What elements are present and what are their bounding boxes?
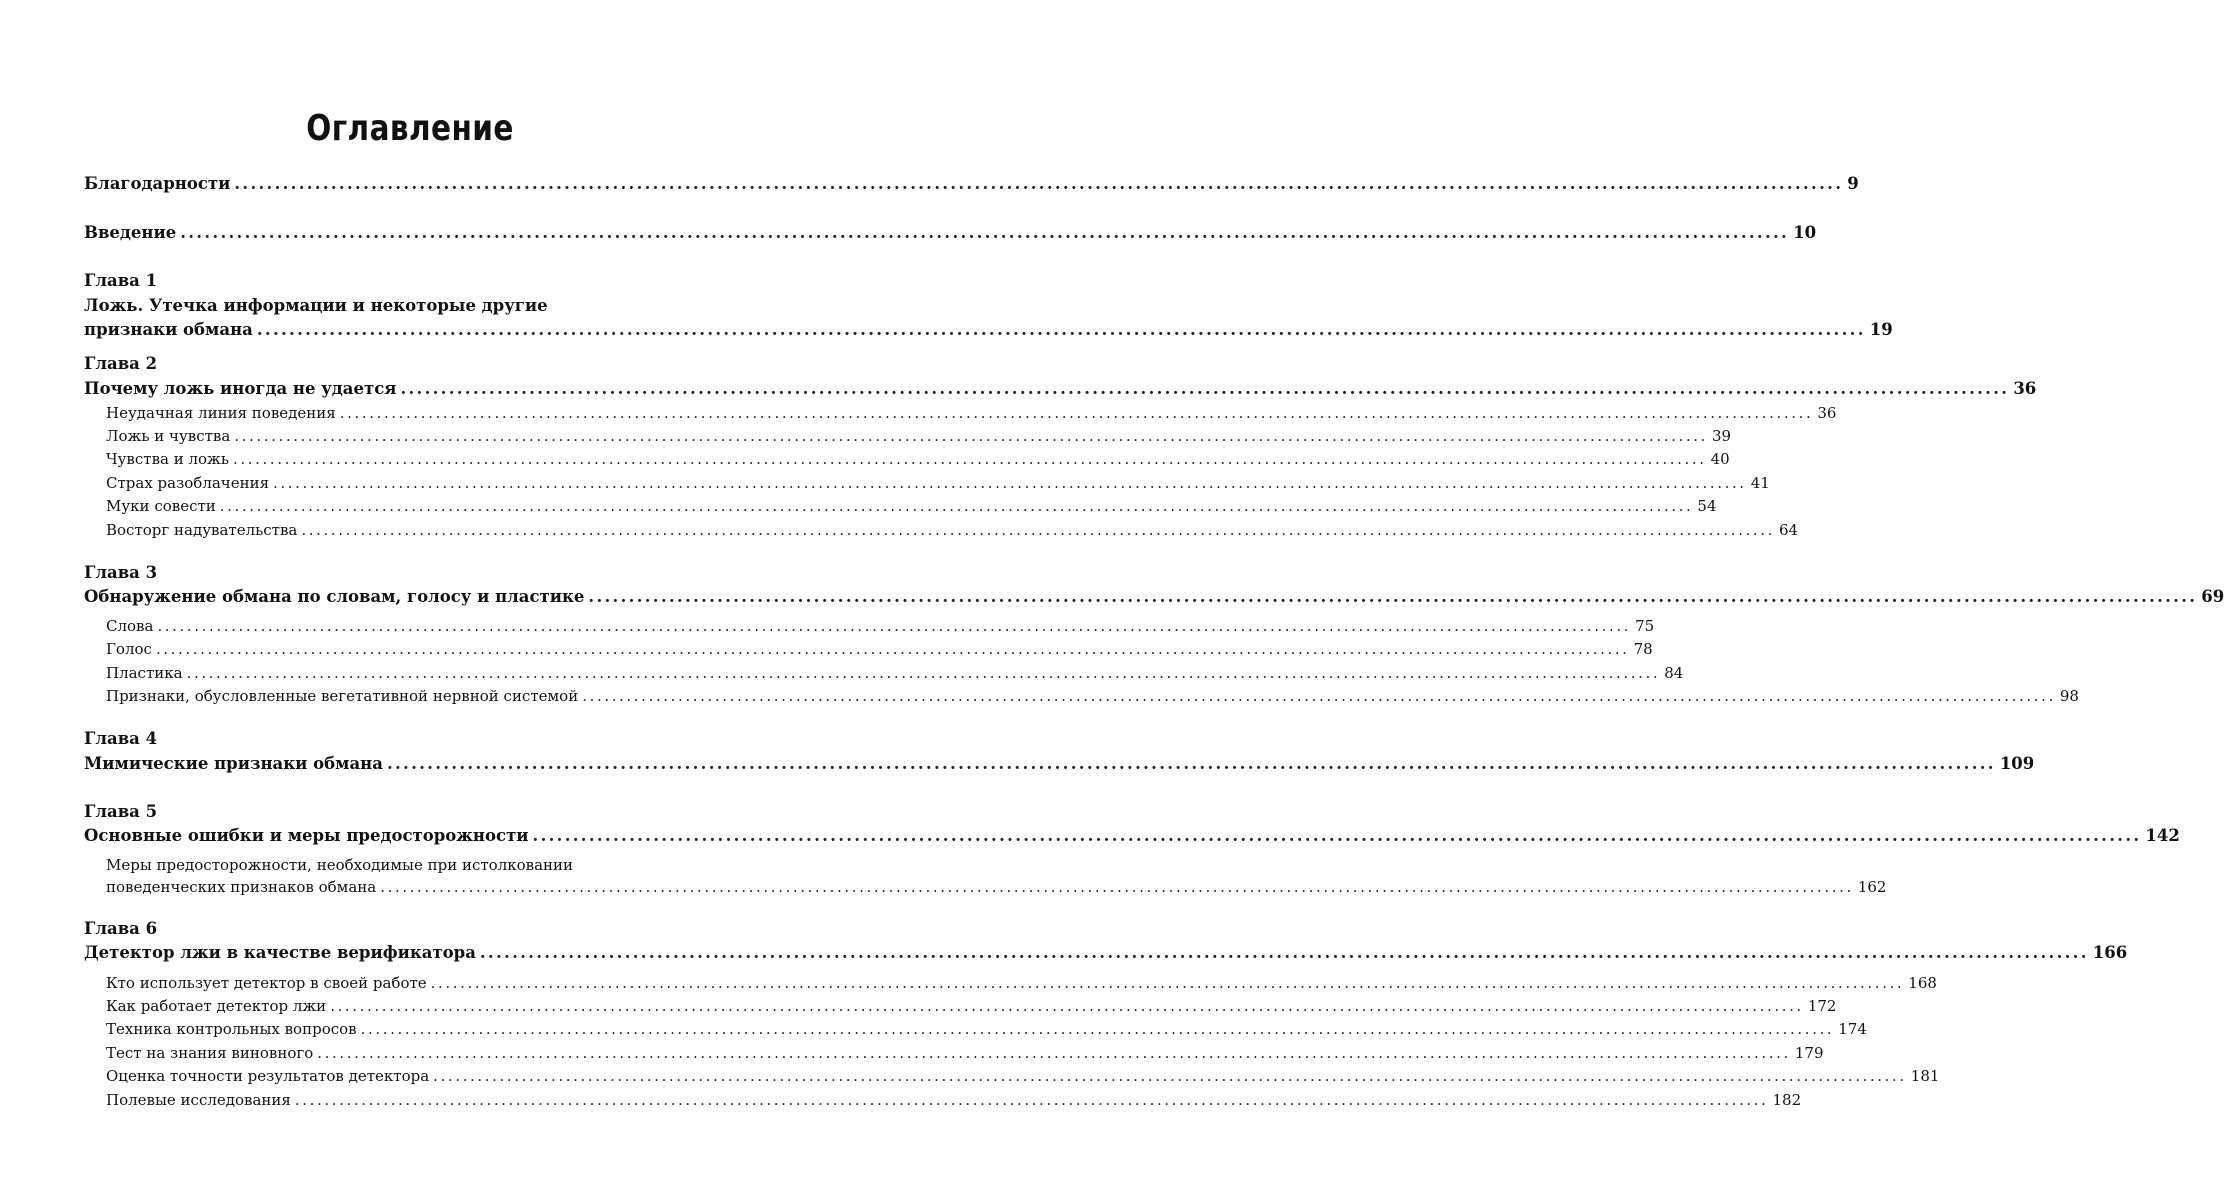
toc-subentry[interactable] bbox=[106, 448, 1730, 470]
dot-leader: ........................................................................................................................................................................................................ bbox=[380, 878, 1854, 896]
chapter-title-1-line1[interactable]: Ложь. Утечка информации и некоторые другие bbox=[84, 296, 548, 315]
toc-page-number: 64 bbox=[1779, 521, 1799, 539]
dot-leader: ........................................................................................................................................................................................................ bbox=[330, 997, 1804, 1015]
toc-entry-acknowledgements[interactable] bbox=[84, 173, 1859, 195]
toc-entry-label: Тест на знания виновного bbox=[106, 1044, 314, 1062]
toc-entry-label: Чувства и ложь bbox=[106, 450, 230, 468]
toc-entry-label: Детектор лжи в качестве верификатора bbox=[84, 943, 476, 962]
toc-page-number: 9 bbox=[1847, 174, 1859, 193]
toc-entry-label: признаки обмана bbox=[84, 320, 253, 339]
toc-subentry[interactable] bbox=[106, 995, 1837, 1017]
toc-subentry[interactable] bbox=[106, 425, 1732, 447]
toc-page-number: 78 bbox=[1633, 640, 1653, 658]
toc-subentry[interactable] bbox=[106, 1065, 1940, 1087]
toc-subentry[interactable] bbox=[106, 876, 1887, 898]
toc-page-number: 109 bbox=[1999, 754, 2035, 773]
toc-entry-label: Техника контрольных вопросов bbox=[106, 1020, 357, 1038]
dot-leader: ........................................................................................................................................................................................................ bbox=[430, 974, 1905, 992]
dot-leader: ........................................................................................................................................................................................................ bbox=[588, 587, 2198, 606]
toc-page-number: 40 bbox=[1710, 450, 1730, 468]
toc-subentry[interactable] bbox=[106, 685, 2079, 707]
chapter-heading-4: Глава 4 bbox=[84, 729, 158, 748]
toc-page-number: 41 bbox=[1750, 474, 1770, 492]
toc-entry-label: Голос bbox=[106, 640, 152, 658]
dot-leader: ........................................................................................................................................................................................................ bbox=[294, 1091, 1769, 1109]
toc-subentry[interactable] bbox=[106, 662, 1684, 684]
toc-page-number: 39 bbox=[1711, 427, 1732, 445]
toc-entry-label: Основные ошибки и меры предосторожности bbox=[84, 826, 529, 845]
dot-leader: ........................................................................................................................................................................................................ bbox=[360, 1020, 1835, 1038]
toc-entry-label: Как работает детектор лжи bbox=[106, 997, 327, 1015]
toc-subentry[interactable] bbox=[106, 1042, 1824, 1064]
dot-leader: ........................................................................................................................................................................................................ bbox=[234, 427, 1708, 445]
toc-subentry[interactable] bbox=[106, 1018, 1867, 1040]
toc-entry-label: Благодарности bbox=[84, 174, 231, 193]
toc-entry-label: Полевые исследования bbox=[106, 1091, 291, 1109]
toc-subentry[interactable] bbox=[106, 972, 1937, 994]
dot-leader: ........................................................................................................................................................................................................ bbox=[157, 617, 1632, 635]
dot-leader: ........................................................................................................................................................................................................ bbox=[317, 1044, 1791, 1062]
dot-leader: ........................................................................................................................................................................................................ bbox=[234, 174, 1844, 193]
toc-entry-chapter-2[interactable] bbox=[84, 378, 2037, 400]
toc-subentry[interactable] bbox=[106, 495, 1717, 517]
toc-entry-label: Обнаружение обмана по словам, голосу и пластике bbox=[84, 587, 585, 606]
dot-leader: ........................................................................................................................................................................................................ bbox=[532, 826, 2142, 845]
chapter-heading-1: Глава 1 bbox=[84, 271, 158, 290]
dot-leader: ........................................................................................................................................................................................................ bbox=[155, 640, 1630, 658]
dot-leader: ........................................................................................................................................................................................................ bbox=[256, 320, 1866, 339]
toc-page-number: 172 bbox=[1807, 997, 1837, 1015]
chapter-heading-2: Глава 2 bbox=[84, 354, 158, 373]
toc-page-number: 181 bbox=[1910, 1067, 1940, 1085]
toc-entry-label: Неудачная линия поведения bbox=[106, 404, 336, 422]
dot-leader: ........................................................................................................................................................................................................ bbox=[339, 404, 1814, 422]
toc-entry-label: Введение bbox=[84, 223, 177, 242]
toc-entry-label: Страх разоблачения bbox=[106, 474, 270, 492]
toc-page-number: 10 bbox=[1793, 223, 1817, 242]
dot-leader: ........................................................................................................................................................................................................ bbox=[479, 943, 2089, 962]
toc-page-number: 168 bbox=[1908, 974, 1937, 992]
chapter-heading-6: Глава 6 bbox=[84, 919, 158, 938]
dot-leader: ........................................................................................................................................................................................................ bbox=[582, 687, 2056, 705]
toc-entry-label: Мимические признаки обмана bbox=[84, 754, 383, 773]
toc-page-number: 142 bbox=[2145, 826, 2180, 845]
toc-subentry-line1[interactable]: Меры предосторожности, необходимые при истолковании bbox=[106, 856, 574, 874]
toc-entry-label: поведенческих признаков обмана bbox=[106, 878, 377, 896]
dot-leader: ........................................................................................................................................................................................................ bbox=[233, 450, 1707, 468]
toc-entry-label: Признаки, обусловленные вегетативной нервной системой bbox=[106, 687, 579, 705]
dot-leader: ........................................................................................................................................................................................................ bbox=[400, 379, 2010, 398]
toc-page-number: 69 bbox=[2201, 587, 2224, 606]
toc-entry-label: Кто использует детектор в своей работе bbox=[106, 974, 427, 992]
toc-entry-label: Восторг надувательства bbox=[106, 521, 298, 539]
dot-leader: ........................................................................................................................................................................................................ bbox=[273, 474, 1747, 492]
chapter-heading-3: Глава 3 bbox=[84, 563, 158, 582]
dot-leader: ........................................................................................................................................................................................................ bbox=[301, 521, 1775, 539]
toc-subentry[interactable] bbox=[106, 402, 1837, 424]
toc-entry-label: Слова bbox=[106, 617, 154, 635]
toc-page-number: 36 bbox=[2013, 379, 2037, 398]
toc-page-number: 98 bbox=[2059, 687, 2079, 705]
dot-leader: ........................................................................................................................................................................................................ bbox=[186, 664, 1661, 682]
toc-page-number: 174 bbox=[1838, 1020, 1867, 1038]
chapter-heading-5: Глава 5 bbox=[84, 802, 158, 821]
toc-page-number: 75 bbox=[1635, 617, 1655, 635]
dot-leader: ........................................................................................................................................................................................................ bbox=[433, 1067, 1907, 1085]
dot-leader: ........................................................................................................................................................................................................ bbox=[219, 497, 1694, 515]
dot-leader: ........................................................................................................................................................................................................ bbox=[386, 754, 1996, 773]
toc-entry-label: Ложь и чувства bbox=[106, 427, 231, 445]
toc-entry-label: Муки совести bbox=[106, 497, 216, 515]
toc-entry-label: Оценка точности результатов детектора bbox=[106, 1067, 430, 1085]
toc-entry-chapter-4[interactable] bbox=[84, 753, 2035, 775]
toc-subentry[interactable] bbox=[106, 519, 1799, 541]
toc-entry-chapter-1[interactable] bbox=[84, 319, 1893, 341]
toc-page-number: 54 bbox=[1697, 497, 1717, 515]
toc-subentry[interactable] bbox=[106, 638, 1653, 660]
dot-leader: ........................................................................................................................................................................................................ bbox=[180, 223, 1790, 242]
toc-page-number: 84 bbox=[1664, 664, 1684, 682]
toc-page-number: 179 bbox=[1794, 1044, 1824, 1062]
toc-entry-label: Почему ложь иногда не удается bbox=[84, 379, 397, 398]
toc-entry-chapter-5[interactable] bbox=[84, 825, 2180, 847]
toc-page-number: 162 bbox=[1857, 878, 1887, 896]
toc-page-number: 19 bbox=[1869, 320, 1893, 339]
toc-subentry[interactable] bbox=[106, 1089, 1802, 1111]
toc-page-number: 182 bbox=[1772, 1091, 1802, 1109]
toc-subentry[interactable] bbox=[106, 472, 1770, 494]
toc-entry-label: Пластика bbox=[106, 664, 183, 682]
toc-entry-chapter-6[interactable] bbox=[84, 942, 2128, 964]
toc-entry-chapter-3[interactable] bbox=[84, 586, 2224, 608]
toc-page-number: 36 bbox=[1817, 404, 1837, 422]
toc-page-number: 166 bbox=[2092, 943, 2128, 962]
toc-entry-introduction[interactable] bbox=[84, 222, 1817, 244]
page-title: Оглавление bbox=[306, 108, 514, 149]
toc-subentry[interactable] bbox=[106, 615, 1655, 637]
